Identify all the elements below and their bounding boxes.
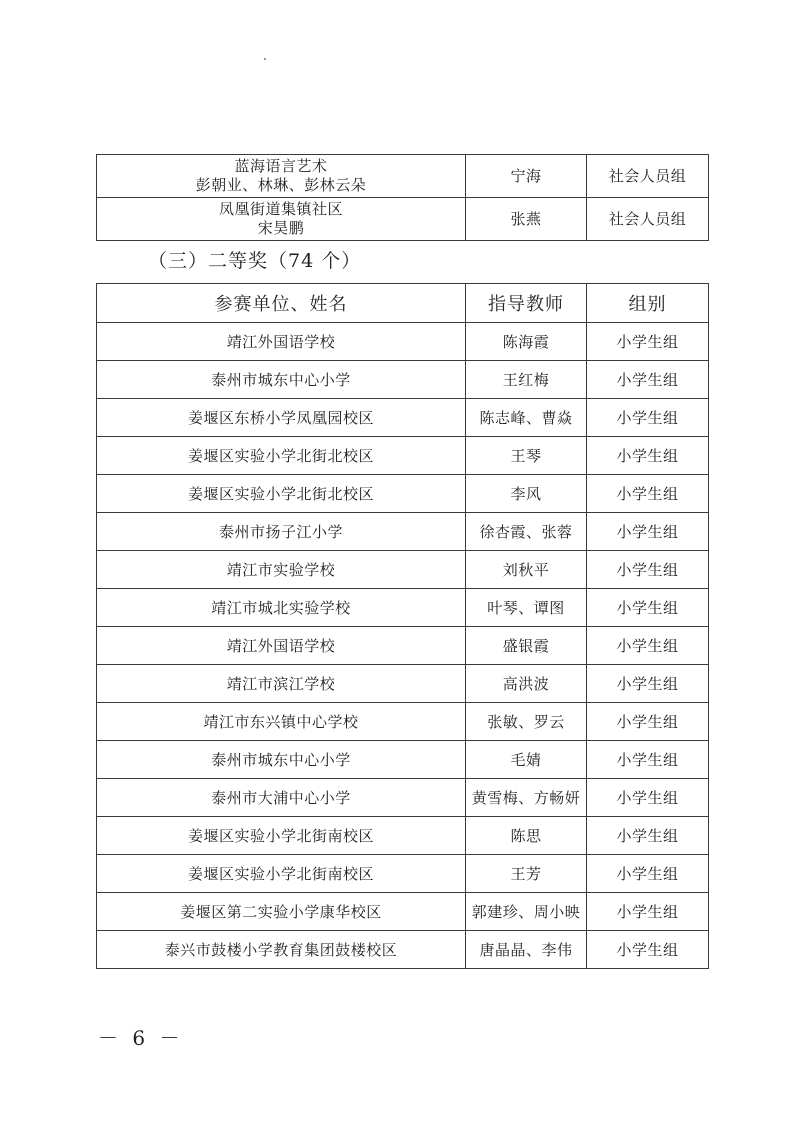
cell-group: 社会人员组 — [587, 198, 709, 241]
table-row — [97, 475, 709, 513]
cell-unit: 靖江市滨江学校 — [97, 665, 466, 703]
cell-unit: 靖江外国语学校 — [97, 323, 466, 361]
cell-teacher: 宁海 — [466, 155, 587, 198]
cell-teacher: 盛银霞 — [466, 627, 587, 665]
cell-unit: 姜堰区东桥小学凤凰园校区 — [97, 399, 466, 437]
table-row — [97, 741, 709, 779]
table-row — [97, 361, 709, 399]
table-row — [97, 855, 709, 893]
header-group: 组别 — [587, 284, 709, 323]
cell-teacher: 徐杏霞、张蓉 — [466, 513, 587, 551]
cell-group: 小学生组 — [587, 589, 709, 627]
cell-group: 小学生组 — [587, 475, 709, 513]
table-row — [97, 198, 709, 241]
cell-unit — [97, 198, 466, 241]
continuation-table — [96, 154, 709, 241]
table-row — [97, 665, 709, 703]
cell-unit: 靖江市东兴镇中心学校 — [97, 703, 466, 741]
cell-group: 小学生组 — [587, 513, 709, 551]
cell-unit: 靖江市实验学校 — [97, 551, 466, 589]
cell-teacher: 高洪波 — [466, 665, 587, 703]
table-row — [97, 931, 709, 969]
table-row — [97, 513, 709, 551]
cell-group: 小学生组 — [587, 399, 709, 437]
cell-group: 小学生组 — [587, 627, 709, 665]
cell-unit-line: 凤凰街道集镇社区 — [218, 200, 343, 218]
cell-unit: 泰兴市鼓楼小学教育集团鼓楼校区 — [97, 931, 466, 969]
cell-teacher: 黄雪梅、方畅妍 — [466, 779, 587, 817]
cell-group: 小学生组 — [587, 703, 709, 741]
cell-group: 小学生组 — [587, 931, 709, 969]
cell-unit: 姜堰区第二实验小学康华校区 — [97, 893, 466, 931]
scan-speck — [264, 58, 266, 60]
table-row — [97, 627, 709, 665]
cell-unit: 姜堰区实验小学北街北校区 — [97, 475, 466, 513]
cell-group: 小学生组 — [587, 779, 709, 817]
header-unit: 参赛单位、姓名 — [97, 284, 466, 323]
cell-teacher: 叶琴、谭图 — [466, 589, 587, 627]
cell-unit: 泰州市大浦中心小学 — [97, 779, 466, 817]
cell-group: 小学生组 — [587, 361, 709, 399]
cell-group: 小学生组 — [587, 323, 709, 361]
cell-unit — [97, 155, 466, 198]
cell-unit: 泰州市扬子江小学 — [97, 513, 466, 551]
cell-group: 小学生组 — [587, 551, 709, 589]
cell-teacher: 陈志峰、曹焱 — [466, 399, 587, 437]
second-prize-table — [96, 283, 709, 969]
cell-teacher: 唐晶晶、李伟 — [466, 931, 587, 969]
cell-unit: 姜堰区实验小学北街北校区 — [97, 437, 466, 475]
cell-group: 小学生组 — [587, 817, 709, 855]
cell-teacher: 李风 — [466, 475, 587, 513]
cell-teacher: 陈海霞 — [466, 323, 587, 361]
table-row — [97, 399, 709, 437]
cell-teacher: 王琴 — [466, 437, 587, 475]
cell-teacher: 张敏、罗云 — [466, 703, 587, 741]
cell-group: 小学生组 — [587, 741, 709, 779]
table-row — [97, 589, 709, 627]
cell-teacher: 郭建珍、周小映 — [466, 893, 587, 931]
cell-unit: 靖江市城北实验学校 — [97, 589, 466, 627]
cell-unit: 泰州市城东中心小学 — [97, 361, 466, 399]
table-row — [97, 817, 709, 855]
table-row — [97, 551, 709, 589]
cell-unit: 姜堰区实验小学北街南校区 — [97, 817, 466, 855]
header-teacher: 指导教师 — [466, 284, 587, 323]
table-row — [97, 155, 709, 198]
cell-unit-line: 宋昊鹏 — [257, 219, 305, 237]
table-row — [97, 779, 709, 817]
cell-group: 小学生组 — [587, 855, 709, 893]
cell-group: 小学生组 — [587, 893, 709, 931]
cell-teacher: 张燕 — [466, 198, 587, 241]
table-row — [97, 703, 709, 741]
cell-group: 小学生组 — [587, 665, 709, 703]
cell-teacher: 陈思 — [466, 817, 587, 855]
cell-teacher: 毛婧 — [466, 741, 587, 779]
table-header-row — [97, 284, 709, 323]
cell-unit-line: 彭朝业、林琳、彭林云朵 — [195, 176, 367, 194]
page-number: － 6 － — [98, 1026, 184, 1050]
table-row — [97, 323, 709, 361]
cell-unit: 姜堰区实验小学北街南校区 — [97, 855, 466, 893]
table-row — [97, 893, 709, 931]
cell-teacher: 王红梅 — [466, 361, 587, 399]
table-row — [97, 437, 709, 475]
cell-group: 社会人员组 — [587, 155, 709, 198]
cell-teacher: 王芳 — [466, 855, 587, 893]
cell-unit: 泰州市城东中心小学 — [97, 741, 466, 779]
cell-group: 小学生组 — [587, 437, 709, 475]
cell-unit-line: 蓝海语言艺术 — [234, 157, 328, 175]
section-heading: （三）二等奖（74 个） — [148, 250, 362, 272]
cell-teacher: 刘秋平 — [466, 551, 587, 589]
cell-unit: 靖江外国语学校 — [97, 627, 466, 665]
